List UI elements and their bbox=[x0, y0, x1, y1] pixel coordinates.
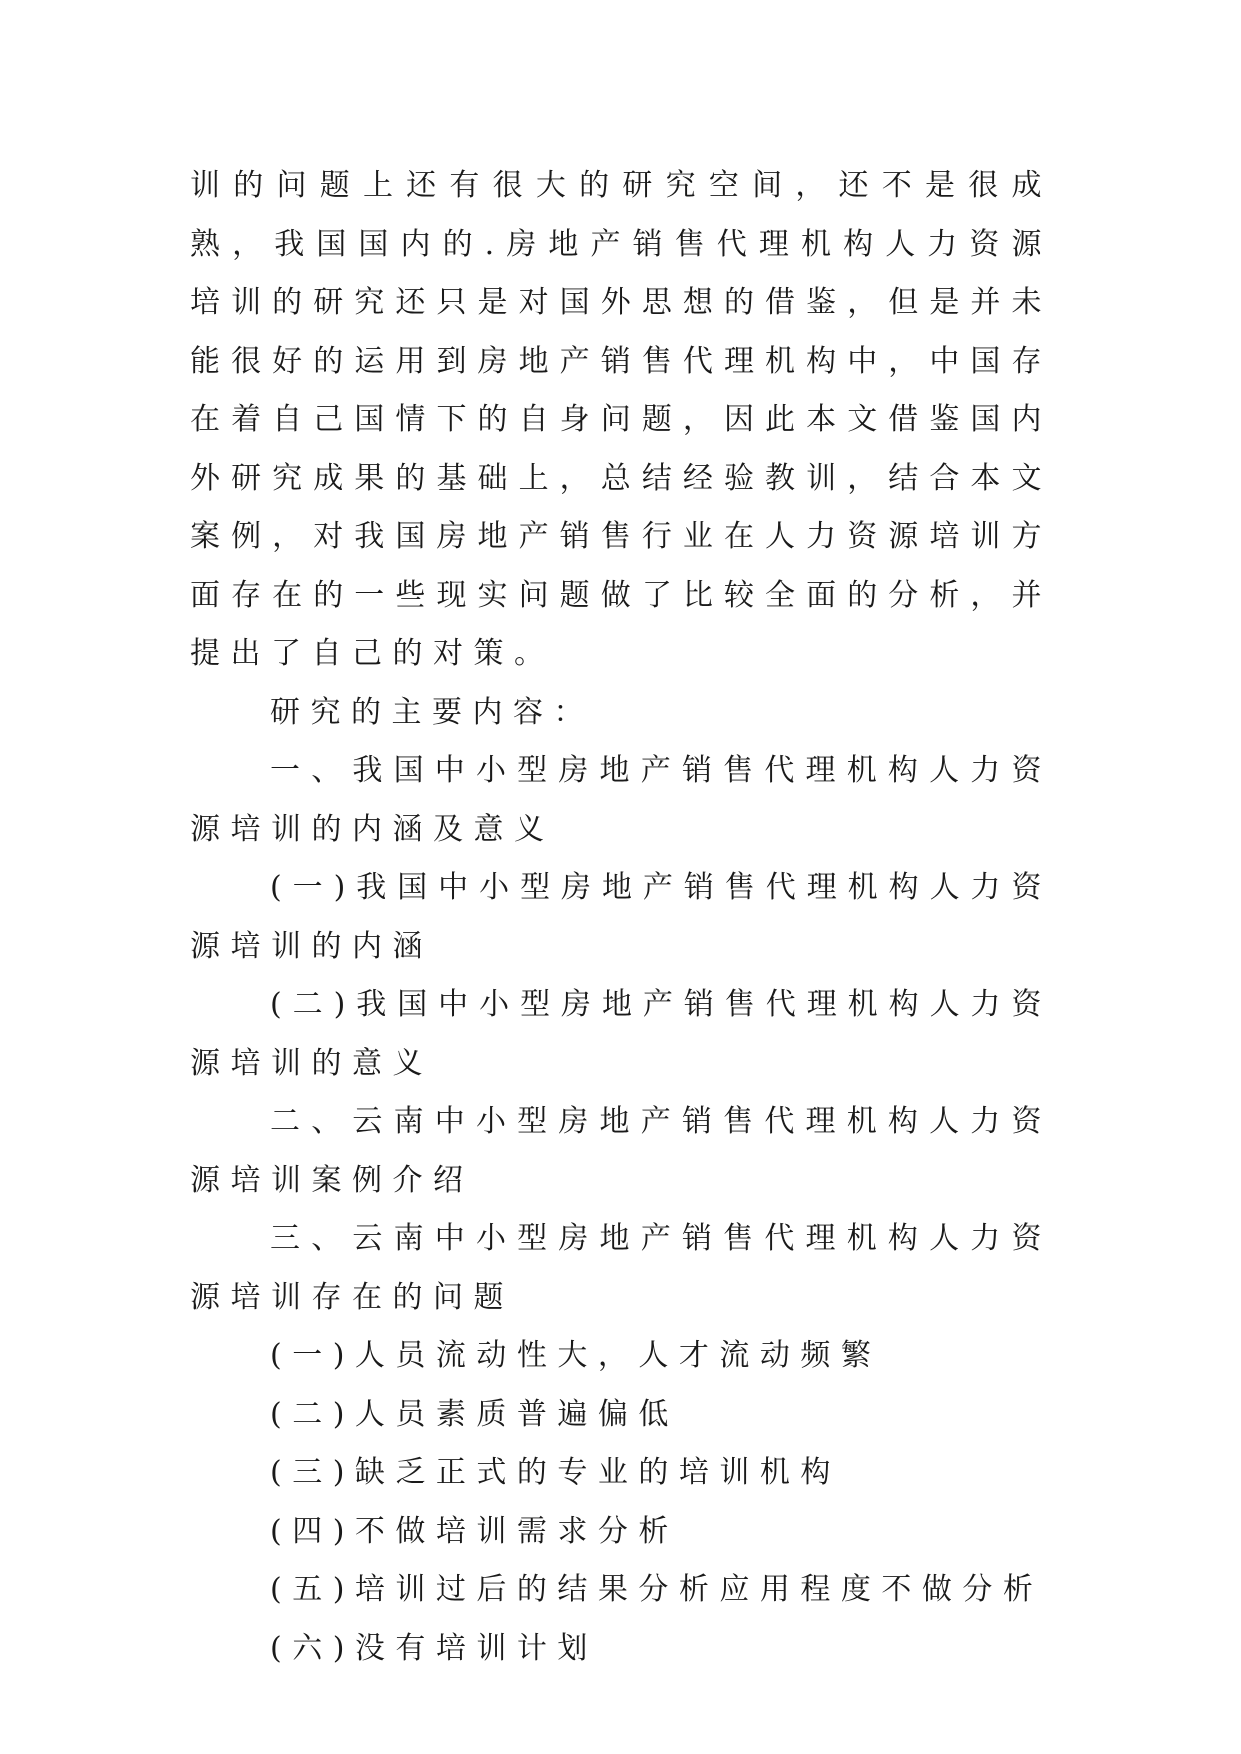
section-heading-1: 一、我国中小型房地产销售代理机构人力资源培训的内涵及意义 bbox=[190, 753, 1052, 847]
subsection-heading-3-5: (五)培训过后的结果分析应用程度不做分析 bbox=[270, 1572, 1044, 1607]
subsection-heading-3-3: (三)缺乏正式的专业的培训机构 bbox=[270, 1455, 841, 1490]
subsection-heading-3-6: (六)没有培训计划 bbox=[270, 1630, 598, 1666]
subsection-heading-3-4: (四)不做培训需求分析 bbox=[270, 1513, 679, 1549]
subsection-heading-3-2: (二)人员素质普遍偏低 bbox=[270, 1396, 679, 1432]
subsection-heading-1-1: (一)我国中小型房地产销售代理机构人力资源培训的内涵 bbox=[190, 870, 1052, 964]
research-contents-heading: 研究的主要内容： bbox=[270, 694, 594, 730]
intro-paragraph: 训的问题上还有很大的研究空间，还不是很成熟，我国国内的.房地产销售代理机构人力资源培训的研究还只是对国外思想的借鉴，但是并未能很好的运用到房地产销售代理机构中，中国存在着自己国情下的自身问题，因此本文借鉴国内外研究成果的基础上，总结经验教训，结合本文案例，对我国房地产销售行业在人力资源培训方面存在的一些现实问题做了比较全面的分析，并提出了自己的对策。 bbox=[190, 168, 1052, 671]
section-heading-3: 三、云南中小型房地产销售代理机构人力资源培训存在的问题 bbox=[190, 1221, 1052, 1315]
section-heading-2: 二、云南中小型房地产销售代理机构人力资源培训案例介绍 bbox=[190, 1104, 1052, 1198]
subsection-heading-1-2: (二)我国中小型房地产销售代理机构人力资源培训的意义 bbox=[190, 987, 1052, 1081]
subsection-heading-3-1: (一)人员流动性大，人才流动频繁 bbox=[270, 1338, 882, 1373]
document-body bbox=[190, 157, 1052, 1678]
